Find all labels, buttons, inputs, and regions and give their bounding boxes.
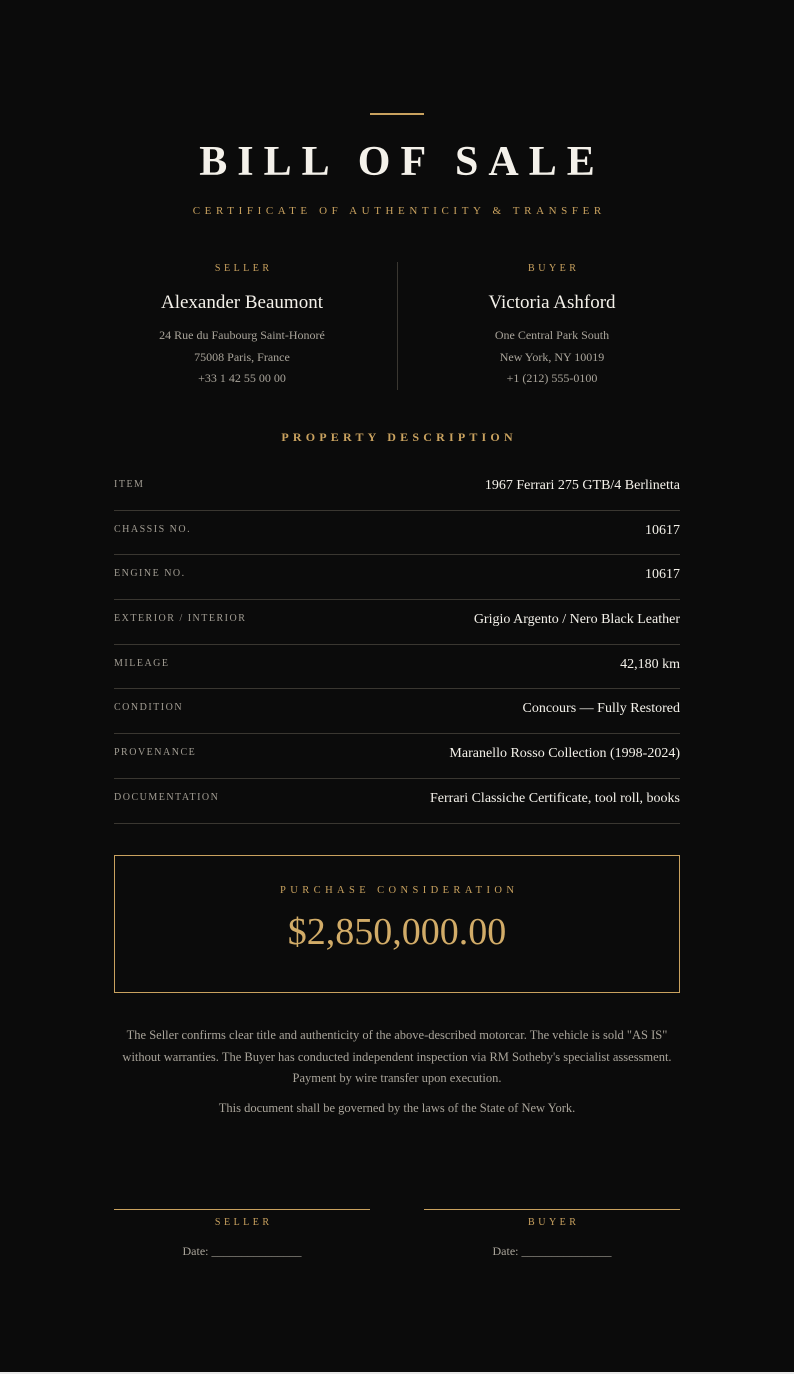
- property-row-engine: [114, 555, 680, 600]
- buyer-date-field[interactable]: Date: _______________: [492, 1244, 612, 1258]
- buyer-phone: +1 (212) 555-0100: [506, 371, 598, 385]
- property-label: MILEAGE: [114, 657, 170, 669]
- property-value: 1967 Ferrari 275 GTB/4 Berlinetta: [484, 478, 680, 493]
- property-row-chassis: [114, 511, 680, 556]
- seller-signature-line[interactable]: [114, 1209, 370, 1210]
- document-subtitle: CERTIFICATE OF AUTHENTICITY & TRANSFER: [192, 205, 606, 217]
- property-value: Ferrari Classiche Certificate, tool roll, books: [430, 790, 680, 806]
- governing-law-paragraph: This document shall be governed by the laws of the State of New York.: [218, 1100, 576, 1115]
- property-row-item: [114, 466, 680, 511]
- buyer-address-line1: One Central Park South: [494, 328, 610, 342]
- buyer-signature-line[interactable]: [424, 1209, 680, 1210]
- property-row-documentation: [114, 779, 680, 824]
- seller-signature-label: SELLER: [214, 1217, 273, 1228]
- property-label: ENGINE NO.: [114, 568, 186, 580]
- seller-name: Alexander Beaumont: [161, 292, 323, 313]
- property-value: 42,180 km: [620, 656, 680, 672]
- property-label: DOCUMENTATION: [114, 791, 220, 803]
- buyer-name: Victoria Ashford: [488, 292, 616, 313]
- property-value: 10617: [645, 522, 680, 538]
- header-accent-rule: [370, 113, 424, 115]
- property-table: [114, 466, 680, 824]
- seller-date-field[interactable]: Date: _______________: [182, 1244, 302, 1258]
- property-row-colors: [114, 600, 680, 645]
- property-row-condition: [114, 689, 680, 734]
- buyer-address-line2: New York, NY 10019: [499, 349, 605, 364]
- document-title: BILL OF SALE: [199, 139, 605, 185]
- consideration-label: PURCHASE CONSIDERATION: [280, 885, 519, 896]
- property-value: Concours — Fully Restored: [522, 701, 680, 717]
- terms-paragraph: The Seller confirms clear title and authenticity of the above-described motorcar. The vehicle is sold "AS IS" without warranties. The Buyer has conducted independent inspection via RM Sotheby's specialist assessment. Payment by wire transfer upon execution.: [122, 1028, 672, 1085]
- seller-address-line2: 75008 Paris, France: [194, 349, 290, 364]
- seller-block: [100, 262, 384, 390]
- property-value: Grigio Argento / Nero Black Leather: [473, 612, 680, 628]
- property-label: ITEM: [114, 479, 145, 490]
- buyer-label: BUYER: [528, 263, 580, 274]
- seller-label: SELLER: [214, 263, 273, 274]
- seller-address-line1: 24 Rue du Faubourg Saint-Honoré: [159, 328, 325, 342]
- seller-signature-block: [114, 1209, 370, 1259]
- property-section-title: PROPERTY DESCRIPTION: [281, 430, 517, 444]
- property-row-provenance: [114, 734, 680, 779]
- buyer-signature-block: [424, 1209, 680, 1259]
- terms-text: [114, 1025, 680, 1119]
- property-label: CHASSIS NO.: [114, 523, 192, 535]
- property-label: PROVENANCE: [114, 747, 197, 759]
- consideration-amount: $2,850,000.00: [287, 911, 507, 953]
- party-divider: [397, 262, 398, 390]
- property-label: CONDITION: [114, 702, 184, 714]
- buyer-signature-label: BUYER: [528, 1217, 580, 1228]
- property-value: Maranello Rosso Collection (1998-2024): [449, 746, 680, 762]
- property-value: 10617: [645, 567, 680, 583]
- property-row-mileage: [114, 645, 680, 690]
- purchase-consideration-box: [114, 855, 680, 993]
- buyer-block: [410, 262, 694, 390]
- seller-phone: +33 1 42 55 00 00: [198, 371, 286, 385]
- property-label: EXTERIOR / INTERIOR: [114, 613, 247, 625]
